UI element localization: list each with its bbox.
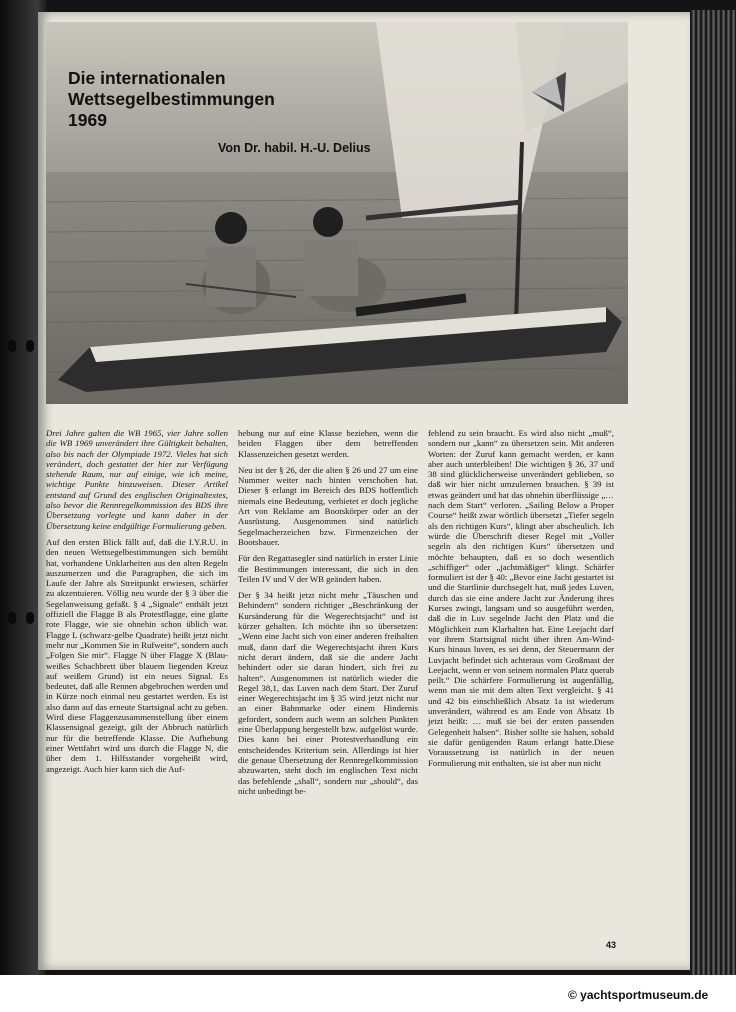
body-paragraph: Für den Regattasegler sind natürlich in erster Linie die Bestimmungen interessant, die sich in den Teilen IV und V der WB geändert haben. xyxy=(238,553,418,584)
title-line-2: Wettsegelbestimmungen xyxy=(68,89,275,109)
body-paragraph: Neu ist der § 26, der die alten § 26 und 27 um eine Nummer weiter nach hinten verschoben hat. Dieser § erlangt im Bereich des BDS hoffentlich niemals eine Bedeutung, verbietet er doch jegliche Art von Reklame am Bootskörper oder an der Ausrüstung. Ausgenommen sind natürlich Segelmacherzeichen bzw. Firmenzeichen der Bootsbauer. xyxy=(238,464,418,547)
copyright-watermark: © yachtsportmuseum.de xyxy=(568,988,709,1002)
title-line-1: Die internationalen xyxy=(68,68,226,88)
body-paragraph: fehlend zu sein braucht. Es wird also nicht „muß“, sondern nur „kann“ zu übersetzen sein. Mit anderen Worten: der Zuruf kann gemacht werden, er kann aber auch unterbleiben! Die wichtigen § 36, 37 und 38 sind glücklicherweise unverändert geblieben, so daß wir hier nicht umzulernen brauchen. § 39 ist etwas geändert und hat das ohnehin überflüssige „… nach dem Start“ verloren. „Sailing Below a Proper Course“ heißt zwar wörtlich übersetzt „Tiefer segeln als den richtigen Kurs“, klingt aber abscheulich. Ich würde die Überschrift dieser Regel mit „Voller segeln als den richtigen Kurs“ übersetzen und möchte behaupten, daß es so doch wesentlich „schiffiger“ oder „jachtmäßiger“ klingt. Schärfer formuliert ist der § 40: „Bevor eine Jacht gestartet ist und die Startlinie durchsegelt hat, muß jedes Luven, durch das sie eine andere Jacht zur Änderung ihres Kurses zwingt, langsam und so ausgeführt werden, daß die in Luv segelnde Jacht den Platz und die Möglichkeit zum Klarhalten hat. Eine Leejacht darf vor ihrem Startsignal nicht über ihren Am-Wind-Kurs hinaus luven, es sei denn, der Steuermann der Luvjacht befindet sich achteraus vom Großmast der Leejacht, wenn er von seinem normalen Platz querab peilt.“ Die schärfere Formulierung ist augenfällig, wenn man sie mit dem alten Text vergleicht. § 41 und 42 bis einschließlich Absatz 1a ist wiederum unverändert, während es am Ende von Absatz 1b jetzt heißt: … muß sie bei der ersten passenden Gelegenheit halsen“. Bisher sollte sie halsen, sobald sie dafür genügenden Raum erlangt hatte.Diese Voraussetzung ist natürlich in der neuen Formulierung mit enthalten, sie ist aber nun nicht xyxy=(428,428,614,768)
article-title xyxy=(68,68,398,131)
text-column-3 xyxy=(428,428,614,774)
body-paragraph: hebung nur auf eine Klasse beziehen, wenn die beiden Flaggen über dem betreffenden Klassenzeichen gesetzt werden. xyxy=(238,428,418,459)
article-author: Von Dr. habil. H.-U. Delius xyxy=(218,141,371,155)
text-column-1 xyxy=(46,428,228,780)
intro-paragraph: Drei Jahre galten die WB 1965, vier Jahre sollen die WB 1969 unverändert ihre Gültigkeit behalten, also bis nach der Olympiade 1972. Vieles hat sich verändert, doch gestattet der hier zur Verfügung stehende Raum, nur auf einige, wie ich meine, wichtige Punkte hinzuweisen. Dieser Artikel entstand auf Grund des englischen Originaltextes, also bevor die Rennregelkommission des BDS ihre Übersetzung vorlegte und kann daher in der Übersetzung keine endgültige Formulierung geben. xyxy=(46,428,228,531)
binding-hole xyxy=(26,340,34,352)
body-paragraph: Auf den ersten Blick fällt auf, daß die I.Y.R.U. in den neuen Wettsegelbestimmungen sich bemüht hat, vorhandene Unklarheiten aus den alten Regeln auszumerzen und die Paragraphen, die sich im Laufe der Jahre als Streitpunkt erwiesen, schärfer zu akzentuieren. Völlig neu wurde der § 3 über die Segelanweisung gefaßt. § 4 „Signale“ enthält jetzt offiziell die Flagge B als Protestflagge, eine glatte rote Flagge, wie sie ohnehin schon üblich war. Flagge L (schwarz-gelbe Quadrate) heißt jetzt nicht mehr nur „Kommen Sie in Rufweite“, sondern auch „Folgen Sie mir“. Flagge N über Flagge X (Blau-weißes Schachbrett über blauem liegenden Kreuz auf weißem Grund) ist ein neues Signal. Es bedeutet, daß alle Rennen abgebrochen werden und in Kürze noch einmal neu gestartet werden. Es ist also dann auf das erneute Startsignal acht zu geben. Wird diese Flaggenzusammenstellung über einem Klassensignal gezeigt, gilt der Abbruch natürlich nur für die betreffende Klasse. Die Aufhebung einer Wettfahrt wird uns durch die Flagge N, die über dem 1. Hilfsstander vorgeheißt wird, angezeigt. Auch hier kann sich die Auf- xyxy=(46,536,228,774)
page-edges xyxy=(690,10,736,975)
title-line-3: 1969 xyxy=(68,110,107,130)
page-number: 43 xyxy=(606,940,617,950)
body-paragraph: Der § 34 heißt jetzt nicht mehr „Täuschen und Behindern“ sondern richtiger „Beschränkung der Kursänderung für die Wegerechtsjacht“ und ist kürzer gehalten. Ich möchte ihn so übersetzen: „Wenn eine Jacht sich von einer anderen freihalten muß, dann darf die Wegerechtsjacht ihren Kurs nicht derart ändern, daß sie die andere Jacht behindert oder sie daran hindert, sich frei zu halten“. Ausgenommen ist natürlich wieder die Regel 38,1, das Luven nach dem Start. Der Zuruf einer Wegerechtsjacht im § 35 wird jetzt nicht nur an einer Bahnmarke oder einem Hindernis gefordert, sondern auch wenn an solchen Punkten eine Überlappung hergestellt bzw. aufgelöst wurde. Dies kann bei einer Protestverhandlung ein entscheidendes Kriterium sein. Allerdings ist hier die genaue Übersetzung der Rennregelkommission abzuwarten, steht doch im englischen Text nicht das befehlende „shall“, sondern nur „should“, das nicht unbedingt be- xyxy=(238,590,418,796)
binding-hole xyxy=(8,612,16,624)
binding-hole xyxy=(8,340,16,352)
text-column-2 xyxy=(238,428,418,802)
binding-hole xyxy=(26,612,34,624)
